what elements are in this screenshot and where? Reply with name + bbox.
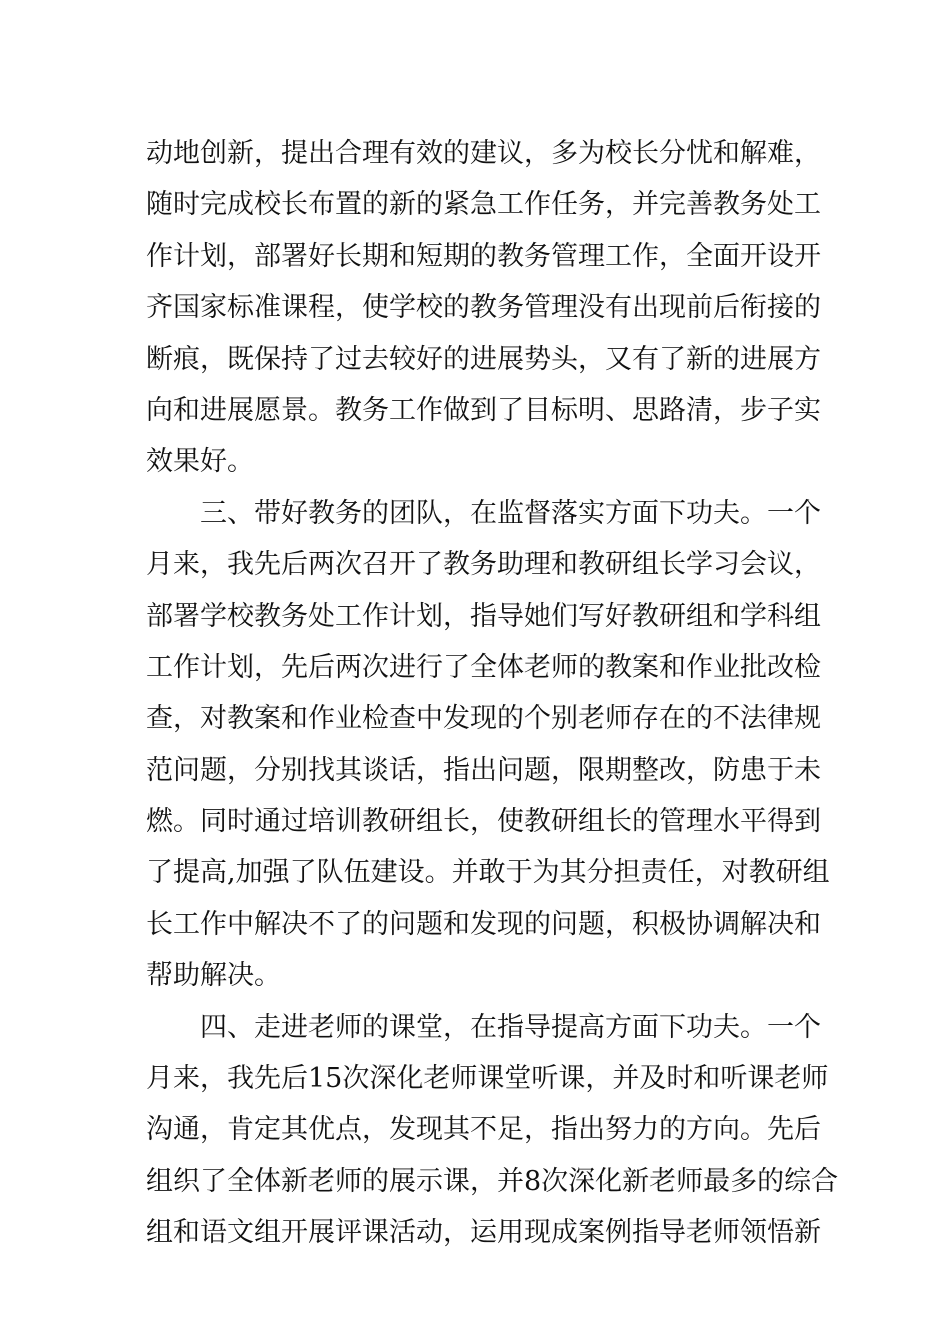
text-line: 月来，我先后两次召开了教务助理和教研组长学习会议， (146, 549, 821, 581)
text-line: 断痕，既保持了过去较好的进展势头，又有了新的进展方 (146, 343, 821, 375)
text-line: 月来，我先后15次深化老师课堂听课，并及时和听课老师 (146, 1063, 829, 1095)
paragraph-start-line: 三、带好教务的团队，在监督落实方面下功夫。一个 (200, 497, 821, 529)
text-line: 部署学校教务处工作计划，指导她们写好教研组和学科组 (146, 600, 821, 632)
paragraph-start-line: 四、走进老师的课堂，在指导提高方面下功夫。一个 (200, 1011, 821, 1043)
text-line: 齐国家标准课程，使学校的教务管理没有出现前后衔接的 (146, 292, 821, 324)
text-line: 效果好。 (146, 446, 254, 478)
text-line: 长工作中解决不了的问题和发现的问题，积极协调解决和 (146, 908, 821, 940)
text-line: 燃。同时通过培训教研组长，使教研组长的管理水平得到 (146, 806, 821, 838)
text-line: 向和进展愿景。教务工作做到了目标明、思路清，步子实 (146, 394, 821, 426)
text-line: 作计划，部署好长期和短期的教务管理工作，全面开设开 (146, 240, 821, 272)
text-line: 帮助解决。 (146, 960, 281, 992)
text-line: 了提高,加强了队伍建设。并敢于为其分担责任，对教研组 (146, 857, 830, 889)
text-line: 组织了全体新老师的展示课，并8次深化新老师最多的综合 (146, 1165, 839, 1197)
text-line: 随时完成校长布置的新的紧急工作任务，并完善教务处工 (146, 189, 821, 221)
text-line: 沟通，肯定其优点，发现其不足，指出努力的方向。先后 (146, 1114, 821, 1146)
text-line: 工作计划，先后两次进行了全体老师的教案和作业批改检 (146, 651, 821, 683)
text-line: 动地创新，提出合理有效的建议，多为校长分忧和解难， (146, 138, 821, 169)
body-text (146, 128, 839, 1259)
text-line: 组和语文组开展评课活动，运用现成案例指导老师领悟新 (146, 1217, 821, 1249)
text-line: 范问题，分别找其谈话，指出问题，限期整改，防患于未 (146, 754, 821, 786)
text-line: 查，对教案和作业检查中发现的个别老师存在的不法律规 (146, 703, 821, 735)
